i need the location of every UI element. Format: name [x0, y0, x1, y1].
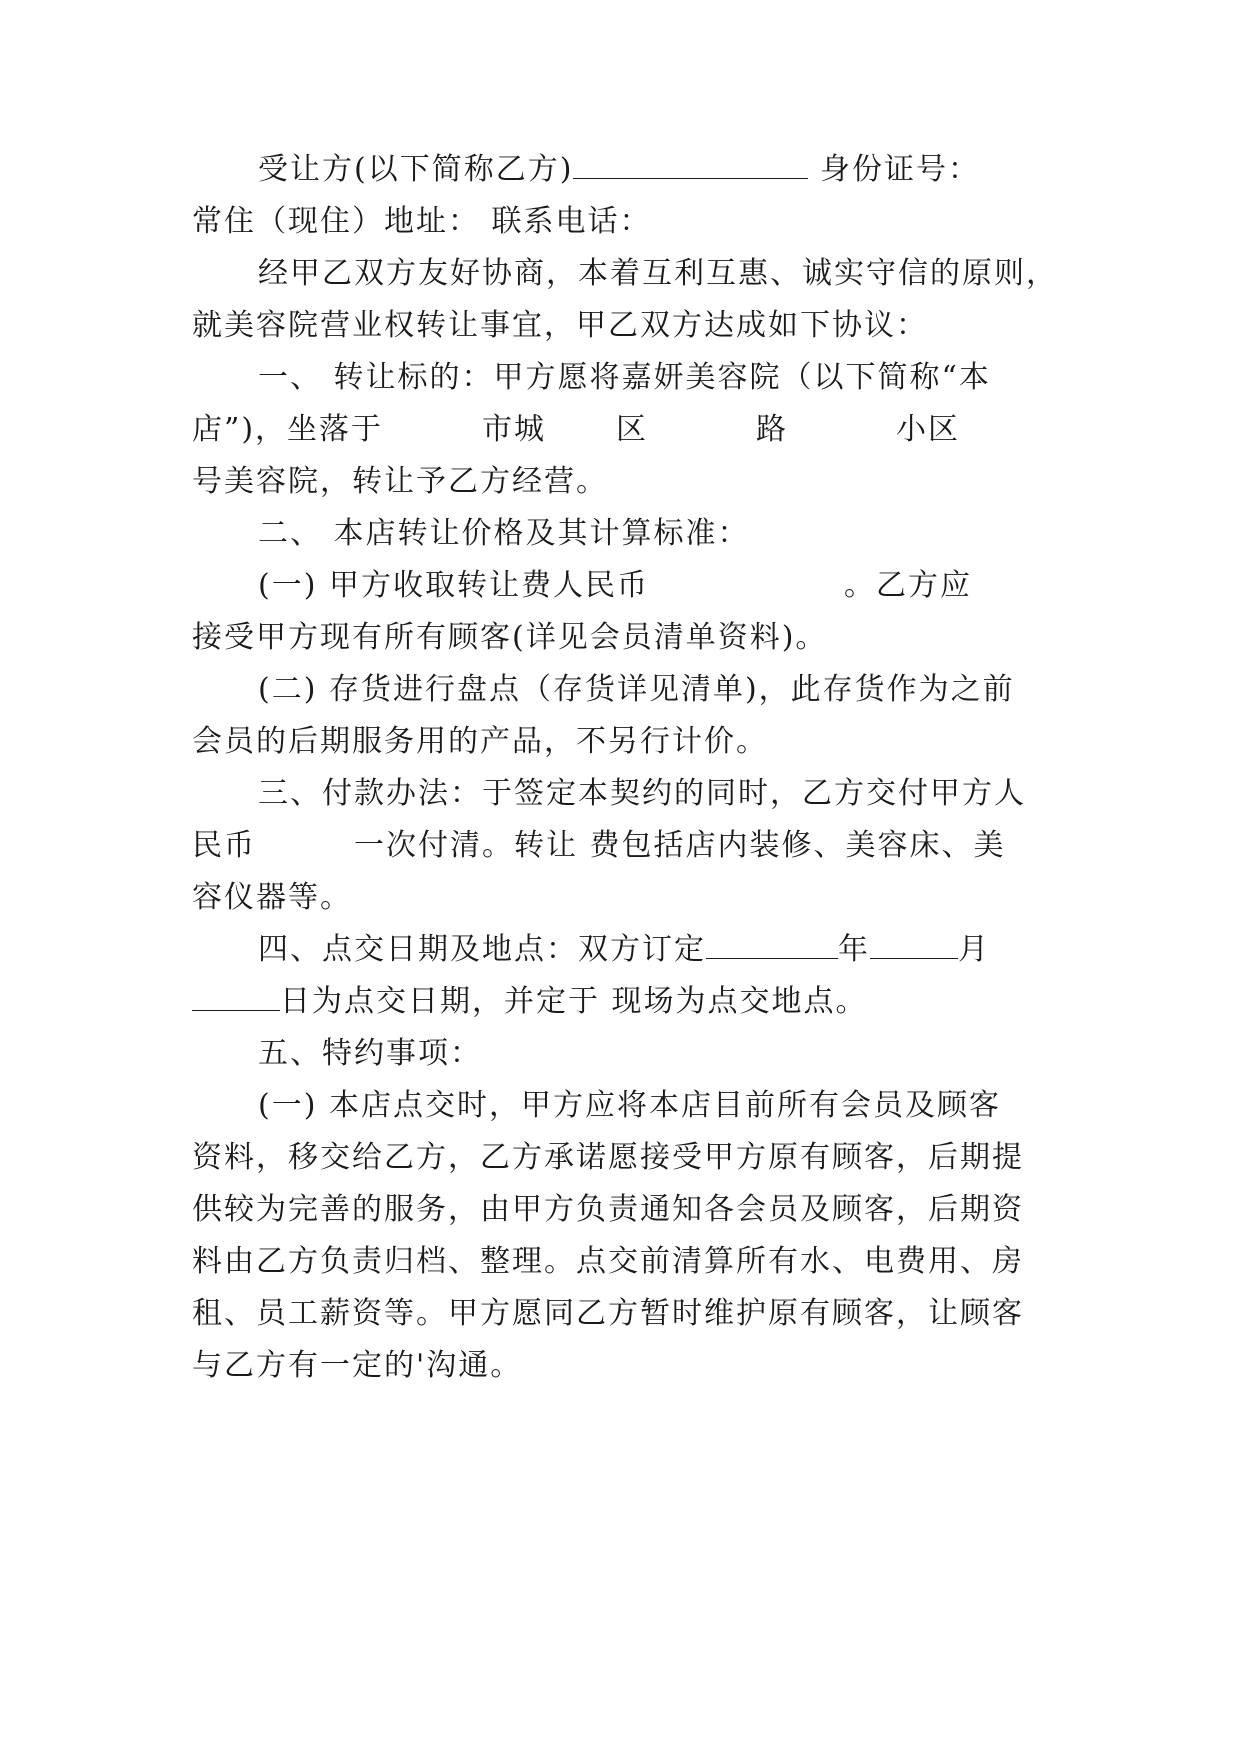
clause-4-line-1	[258, 930, 990, 970]
clause-3-line-2: 民币	[192, 828, 256, 863]
clause-3-line-1: 三、付款办法：于签定本契约的同时，乙方交付甲方人	[258, 776, 1026, 811]
clause-3-line-2-rest: 一次付清。转让 费包括店内装修、美容床、美	[354, 828, 1006, 863]
id-number-label: 身份证号：	[820, 152, 980, 187]
location-prefix: 店”)，坐落于	[192, 412, 384, 447]
clause-4-line-2	[192, 982, 868, 1022]
community-label: 小区	[896, 412, 960, 447]
clause-5-1-line-3: 供较为完善的服务，由甲方负责通知各会员及顾客，后期资	[192, 1192, 1024, 1227]
clause-1-line-2	[192, 410, 383, 450]
transferee-label: 受让方(以下简称乙方)	[258, 152, 574, 187]
road-label: 路	[756, 412, 788, 447]
day-blank[interactable]	[192, 982, 280, 1011]
clause-5-heading: 五、特约事项：	[258, 1036, 482, 1071]
transferee-line	[258, 150, 808, 190]
clause-5-1-line-4: 料由乙方负责归档、整理。点交前清算所有水、电费用、房	[192, 1244, 1024, 1279]
clause-2-heading: 二、 本店转让价格及其计算标准：	[258, 516, 750, 551]
address-phone-line: 常住（现住）地址： 联系电话：	[192, 204, 652, 239]
month-blank[interactable]	[870, 930, 958, 959]
year-blank[interactable]	[706, 930, 838, 959]
clause-2-2-line-1: (二) 存货进行盘点（存货详见清单)，此存货作为之前	[258, 672, 1015, 707]
clause-2-1-tail: 。乙方应	[844, 568, 972, 603]
clause-2-1-line-1: (一) 甲方收取转让费人民币	[258, 568, 649, 603]
clause-1-line-1: 一、 转让标的：甲方愿将嘉妍美容院（以下简称“本	[258, 360, 991, 395]
clause-5-1-line-1: (一) 本店点交时，甲方应将本店目前所有会员及顾客	[258, 1088, 1001, 1123]
clause-2-1-line-2: 接受甲方现有所有顾客(详见会员清单资料)。	[192, 620, 828, 655]
handover-date-label: 四、点交日期及地点：双方订定	[258, 932, 706, 967]
clause-3-line-3: 容仪器等。	[192, 880, 352, 915]
clause-5-1-line-5: 租、员工薪资等。甲方愿同乙方暂时维护原有顾客，让顾客	[192, 1296, 1024, 1331]
district-label: 区	[616, 412, 648, 447]
preamble-line-2: 就美容院营业权转让事宜，甲乙双方达成如下协议：	[192, 308, 928, 343]
preamble-line-1: 经甲乙双方友好协商，本着互利互惠、诚实守信的原则，	[258, 256, 1058, 291]
transferee-name-blank[interactable]	[573, 150, 808, 179]
clause-5-1-line-2: 资料，移交给乙方，乙方承诺愿接受甲方原有顾客，后期提	[192, 1140, 1024, 1175]
city-label: 市城	[482, 412, 546, 447]
month-label: 月	[958, 932, 990, 967]
year-label: 年	[838, 932, 870, 967]
handover-place-text: 日为点交日期，并定于 现场为点交地点。	[280, 984, 868, 1019]
clause-2-2-line-2: 会员的后期服务用的产品，不另行计价。	[192, 724, 768, 759]
clause-5-1-line-6: 与乙方有一定的'沟通。	[192, 1348, 523, 1383]
clause-1-line-3: 号美容院，转让予乙方经营。	[192, 464, 608, 499]
